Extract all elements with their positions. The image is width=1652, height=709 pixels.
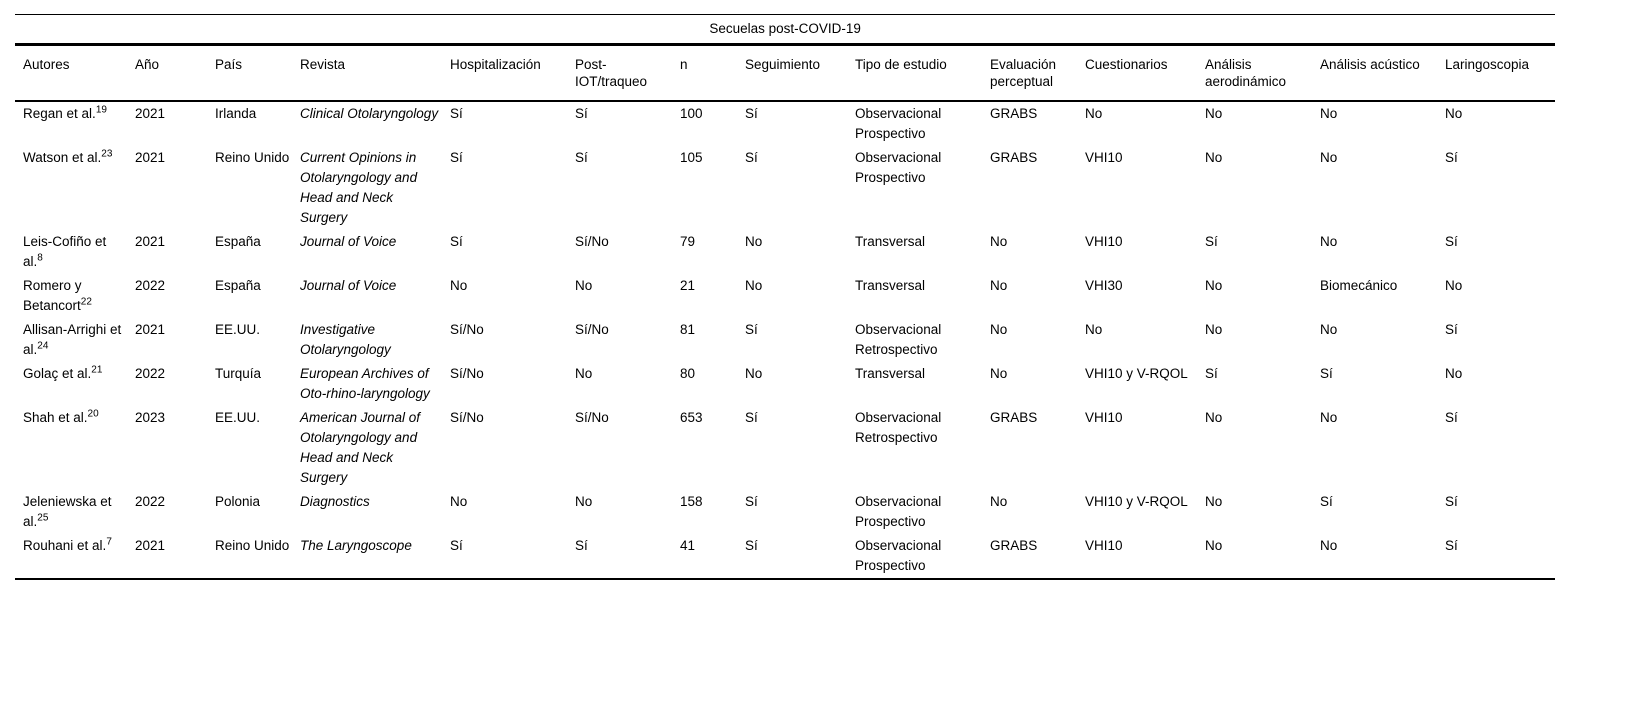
- cell-post_iot_traqueo: Sí/No: [575, 322, 609, 337]
- cell-analisis_aerodinamico: No: [1205, 322, 1223, 337]
- cell-tipo_estudio: Transversal: [855, 366, 926, 381]
- cell-laringoscopia: Sí: [1445, 234, 1458, 249]
- cell-ano: 2021: [135, 150, 166, 165]
- cell-n: 41: [680, 538, 696, 553]
- cell-ano: 2021: [135, 106, 166, 121]
- cell-n: 21: [680, 278, 696, 293]
- cell-n: 100: [680, 106, 703, 121]
- cell-hospitalizacion: Sí: [450, 538, 463, 553]
- reference-superscript: 24: [37, 340, 49, 352]
- cell-tipo_estudio: Observacional Prospectivo: [855, 494, 942, 529]
- cell-autores: Leis-Cofiño et al.$^8$: [23, 234, 107, 269]
- cell-seguimiento: Sí: [745, 410, 758, 425]
- column-header-seguimiento: Seguimiento: [745, 45, 855, 102]
- cell-hospitalizacion: Sí: [450, 106, 463, 121]
- cell-cuestionarios: VHI30: [1085, 278, 1123, 293]
- cell-autores: Rouhani et al.$^7$: [23, 536, 112, 553]
- column-header-pais: País: [215, 45, 300, 102]
- cell-cuestionarios: VHI10: [1085, 410, 1123, 425]
- cell-laringoscopia: Sí: [1445, 538, 1458, 553]
- cell-laringoscopia: Sí: [1445, 322, 1458, 337]
- column-header-ano: Año: [135, 45, 215, 102]
- cell-revista: Diagnostics: [300, 494, 370, 509]
- cell-pais: Turquía: [215, 366, 262, 381]
- cell-post_iot_traqueo: Sí: [575, 106, 588, 121]
- reference-superscript: 25: [37, 512, 49, 524]
- cell-revista: Clinical Otolaryngology: [300, 106, 439, 121]
- cell-pais: Irlanda: [215, 106, 257, 121]
- cell-tipo_estudio: Observacional Retrospectivo: [855, 410, 942, 445]
- cell-ano: 2023: [135, 410, 166, 425]
- cell-n: 158: [680, 494, 703, 509]
- cell-hospitalizacion: Sí/No: [450, 322, 484, 337]
- cell-pais: España: [215, 278, 261, 293]
- cell-revista: Investigative Otolaryngology: [300, 322, 391, 357]
- cell-analisis_acustico: No: [1320, 410, 1338, 425]
- cell-n: 80: [680, 366, 696, 381]
- cell-analisis_acustico: No: [1320, 234, 1338, 249]
- table-title: Secuelas post-COVID-19: [15, 15, 1555, 45]
- reference-superscript: 7: [106, 536, 112, 548]
- cell-post_iot_traqueo: No: [575, 278, 593, 293]
- cell-seguimiento: No: [745, 278, 763, 293]
- cell-tipo_estudio: Observacional Retrospectivo: [855, 322, 942, 357]
- cell-evaluacion_perceptual: No: [990, 366, 1008, 381]
- cell-autores: Golaç et al.$^{21}$: [23, 364, 103, 381]
- cell-laringoscopia: Sí: [1445, 494, 1458, 509]
- cell-pais: EE.UU.: [215, 322, 261, 337]
- cell-analisis_aerodinamico: No: [1205, 494, 1223, 509]
- table-row: [15, 318, 1555, 362]
- table-row: [15, 362, 1555, 406]
- cell-analisis_aerodinamico: No: [1205, 410, 1223, 425]
- cell-pais: Polonia: [215, 494, 261, 509]
- cell-cuestionarios: VHI10 y V-RQOL: [1085, 366, 1188, 381]
- column-header-analisis_aerodinamico: Análisis aerodinámico: [1205, 45, 1320, 102]
- cell-evaluacion_perceptual: No: [990, 322, 1008, 337]
- cell-evaluacion_perceptual: No: [990, 494, 1008, 509]
- cell-ano: 2021: [135, 234, 166, 249]
- column-header-revista: Revista: [300, 45, 450, 102]
- cell-autores: Jeleniewska et al.$^{25}$: [23, 494, 112, 529]
- cell-hospitalizacion: No: [450, 494, 468, 509]
- cell-hospitalizacion: Sí: [450, 234, 463, 249]
- cell-ano: 2022: [135, 278, 166, 293]
- cell-tipo_estudio: Transversal: [855, 278, 926, 293]
- cell-cuestionarios: No: [1085, 322, 1103, 337]
- cell-analisis_acustico: No: [1320, 322, 1338, 337]
- column-header-cuestionarios: Cuestionarios: [1085, 45, 1205, 102]
- cell-hospitalizacion: Sí: [450, 150, 463, 165]
- cell-tipo_estudio: Observacional Prospectivo: [855, 150, 942, 185]
- cell-revista: The Laryngoscope: [300, 538, 412, 553]
- cell-analisis_aerodinamico: No: [1205, 150, 1223, 165]
- cell-seguimiento: Sí: [745, 494, 758, 509]
- table-header-row: [15, 45, 1555, 102]
- reference-superscript: 20: [87, 408, 99, 420]
- table-row: [15, 230, 1555, 274]
- cell-ano: 2022: [135, 366, 166, 381]
- cell-laringoscopia: No: [1445, 106, 1463, 121]
- cell-seguimiento: No: [745, 234, 763, 249]
- cell-ano: 2021: [135, 538, 166, 553]
- cell-seguimiento: Sí: [745, 538, 758, 553]
- cell-revista: American Journal of Otolaryngology and Head and Neck Surgery: [300, 410, 421, 485]
- table-body: [15, 101, 1555, 579]
- cell-revista: Journal of Voice: [300, 234, 397, 249]
- cell-analisis_aerodinamico: Sí: [1205, 234, 1218, 249]
- post-covid-studies-table: [15, 14, 1555, 580]
- reference-superscript: 21: [91, 364, 103, 376]
- cell-seguimiento: Sí: [745, 322, 758, 337]
- cell-post_iot_traqueo: Sí/No: [575, 410, 609, 425]
- cell-autores: Watson et al.$^{23}$: [23, 148, 113, 165]
- cell-autores: Shah et al.$^{20}$: [23, 408, 99, 425]
- cell-seguimiento: No: [745, 366, 763, 381]
- table-row: [15, 101, 1555, 146]
- cell-evaluacion_perceptual: No: [990, 278, 1008, 293]
- cell-analisis_acustico: No: [1320, 150, 1338, 165]
- cell-revista: Journal of Voice: [300, 278, 397, 293]
- column-header-post_iot_traqueo: Post-IOT/traqueo: [575, 45, 680, 102]
- cell-pais: España: [215, 234, 261, 249]
- cell-revista: European Archives of Oto-rhino-laryngology: [300, 366, 430, 401]
- table-row: [15, 274, 1555, 318]
- cell-evaluacion_perceptual: GRABS: [990, 150, 1038, 165]
- table-row: [15, 406, 1555, 490]
- cell-cuestionarios: VHI10: [1085, 150, 1123, 165]
- cell-cuestionarios: No: [1085, 106, 1103, 121]
- cell-cuestionarios: VHI10 y V-RQOL: [1085, 494, 1188, 509]
- cell-tipo_estudio: Observacional Prospectivo: [855, 106, 942, 141]
- cell-ano: 2022: [135, 494, 166, 509]
- cell-seguimiento: Sí: [745, 150, 758, 165]
- cell-autores: Allisan-Arrighi et al.$^{24}$: [23, 322, 122, 357]
- cell-tipo_estudio: Transversal: [855, 234, 926, 249]
- cell-laringoscopia: No: [1445, 278, 1463, 293]
- column-header-tipo_estudio: Tipo de estudio: [855, 45, 990, 102]
- cell-analisis_acustico: Sí: [1320, 366, 1333, 381]
- cell-n: 105: [680, 150, 703, 165]
- cell-hospitalizacion: No: [450, 278, 468, 293]
- cell-revista: Current Opinions in Otolaryngology and Head and Neck Surgery: [300, 150, 418, 225]
- cell-n: 81: [680, 322, 696, 337]
- column-header-hospitalizacion: Hospitalización: [450, 45, 575, 102]
- cell-hospitalizacion: Sí/No: [450, 410, 484, 425]
- cell-post_iot_traqueo: Sí: [575, 538, 588, 553]
- table-row: [15, 490, 1555, 534]
- cell-evaluacion_perceptual: No: [990, 234, 1008, 249]
- cell-laringoscopia: Sí: [1445, 410, 1458, 425]
- cell-seguimiento: Sí: [745, 106, 758, 121]
- cell-analisis_acustico: Biomecánico: [1320, 278, 1398, 293]
- cell-evaluacion_perceptual: GRABS: [990, 410, 1038, 425]
- cell-cuestionarios: VHI10: [1085, 234, 1123, 249]
- cell-autores: Regan et al.$^{19}$: [23, 104, 107, 121]
- column-header-evaluacion_perceptual: Evaluación perceptual: [990, 45, 1085, 102]
- table-title-row: [15, 15, 1555, 45]
- cell-evaluacion_perceptual: GRABS: [990, 106, 1038, 121]
- cell-hospitalizacion: Sí/No: [450, 366, 484, 381]
- cell-laringoscopia: No: [1445, 366, 1463, 381]
- cell-analisis_acustico: Sí: [1320, 494, 1333, 509]
- reference-superscript: 23: [101, 148, 113, 160]
- column-header-autores: Autores: [15, 45, 135, 102]
- reference-superscript: 8: [37, 252, 43, 264]
- cell-analisis_acustico: No: [1320, 106, 1338, 121]
- cell-n: 79: [680, 234, 696, 249]
- cell-analisis_aerodinamico: No: [1205, 538, 1223, 553]
- cell-laringoscopia: Sí: [1445, 150, 1458, 165]
- cell-analisis_acustico: No: [1320, 538, 1338, 553]
- column-header-laringoscopia: Laringoscopia: [1445, 45, 1555, 102]
- cell-pais: Reino Unido: [215, 538, 290, 553]
- reference-superscript: 19: [95, 104, 107, 116]
- table-row: [15, 534, 1555, 579]
- cell-analisis_aerodinamico: No: [1205, 278, 1223, 293]
- cell-analisis_aerodinamico: Sí: [1205, 366, 1218, 381]
- cell-post_iot_traqueo: Sí/No: [575, 234, 609, 249]
- reference-superscript: 22: [80, 296, 92, 308]
- cell-post_iot_traqueo: No: [575, 494, 593, 509]
- cell-ano: 2021: [135, 322, 166, 337]
- cell-autores: Romero y Betancort$^{22}$: [23, 278, 92, 313]
- cell-pais: Reino Unido: [215, 150, 290, 165]
- cell-pais: EE.UU.: [215, 410, 261, 425]
- cell-post_iot_traqueo: No: [575, 366, 593, 381]
- cell-analisis_aerodinamico: No: [1205, 106, 1223, 121]
- cell-evaluacion_perceptual: GRABS: [990, 538, 1038, 553]
- column-header-analisis_acustico: Análisis acústico: [1320, 45, 1445, 102]
- cell-tipo_estudio: Observacional Prospectivo: [855, 538, 942, 573]
- table-row: [15, 146, 1555, 230]
- column-header-n: n: [680, 45, 745, 102]
- cell-post_iot_traqueo: Sí: [575, 150, 588, 165]
- cell-cuestionarios: VHI10: [1085, 538, 1123, 553]
- cell-n: 653: [680, 410, 703, 425]
